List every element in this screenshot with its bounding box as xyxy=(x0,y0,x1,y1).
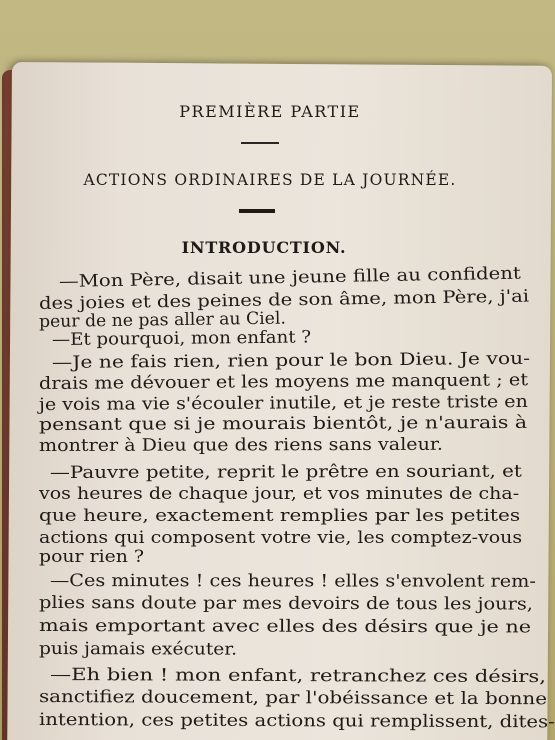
section-title: ACTIONS ORDINAIRES DE LA JOURNÉE. xyxy=(83,171,457,189)
text-line: pour rien ? xyxy=(39,547,145,567)
part-title: PREMIÈRE PARTIE xyxy=(179,102,361,121)
text-line: pensant que si je mourais bientôt, je n'aurais à xyxy=(38,412,528,435)
text-line: —Et pourquoi, mon enfant ? xyxy=(51,327,312,350)
text-line: je vois ma vie s'écouler inutile, et je reste triste en xyxy=(38,391,528,415)
text-line: drais me dévouer et les moyens me manquent ; et xyxy=(38,370,529,394)
text-line: —Mon Père, disait une jeune fille au confident xyxy=(58,263,522,292)
text-line: mais emportant avec elles des désirs que je ne xyxy=(38,616,532,638)
text-line: —Je ne fais rien, rien pour le bon Dieu. Je vou- xyxy=(51,348,531,373)
text-line: montrer à Dieu que des riens sans valeur. xyxy=(38,434,444,456)
text-line: peur de ne pas aller au Ciel. xyxy=(38,308,287,332)
text-line: que heure, exactement remplies par les petites xyxy=(39,506,521,526)
text-line: puis jamais exécuter. xyxy=(38,639,238,660)
text-line: vos heures de chaque jour, et vos minutes de cha- xyxy=(39,484,520,504)
text-line: intention, ces petites actions qui remplissent, dites- xyxy=(38,710,555,733)
text-line: plies sans doute par mes devoirs de tous les jours, xyxy=(38,593,533,615)
introduction-heading: INTRODUCTION. xyxy=(181,238,347,257)
text-line: actions qui composent votre vie, les comptez-vous xyxy=(39,528,523,548)
text-line: —Pauvre petite, reprit le prêtre en souriant, et xyxy=(49,461,522,483)
text-line: —Ces minutes ! ces heures ! elles s'envolent rem- xyxy=(49,571,536,592)
text-line: —Eh bien ! mon enfant, retranchez ces désirs, xyxy=(49,665,547,688)
text-line: sanctifiez doucement, par l'obéissance et la bonne xyxy=(38,687,548,710)
divider-rule-thick xyxy=(239,209,275,213)
divider-rule xyxy=(241,142,279,144)
text-line: des joies et des peines de son âme, mon Père, j'ai xyxy=(38,286,530,314)
